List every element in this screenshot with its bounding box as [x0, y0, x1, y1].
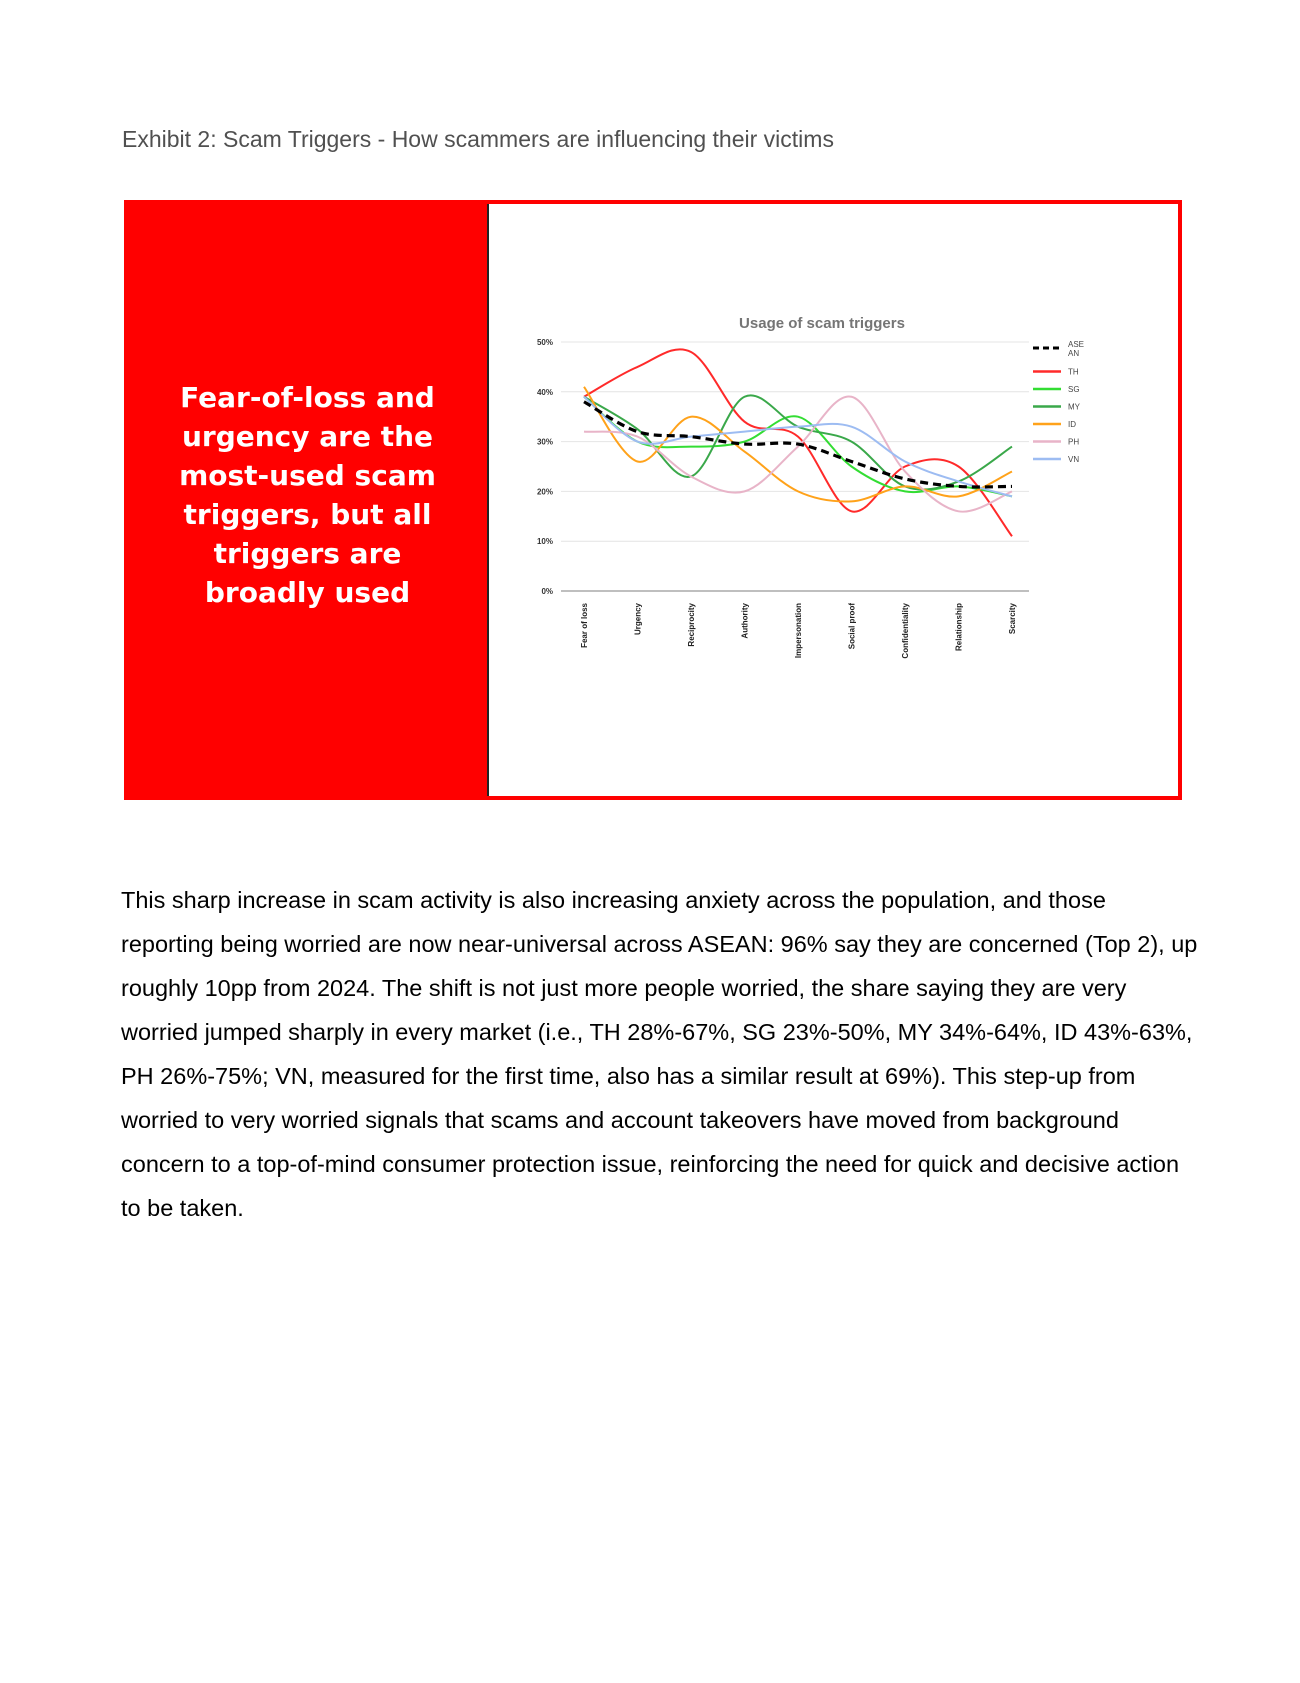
x-tick-label: Reciprocity	[687, 603, 696, 647]
x-tick-label: Social proof	[847, 603, 857, 650]
x-tick-label: Urgency	[633, 603, 643, 636]
body-paragraph	[121, 878, 1201, 1230]
series-line-ph	[584, 396, 1012, 511]
scam-triggers-chart	[489, 204, 1180, 796]
exhibit-caption: Exhibit 2: Scam Triggers - How scammers are influencing their victims	[122, 126, 834, 152]
x-tick-label: Relationship	[954, 603, 964, 652]
body-text: This sharp increase in scam activity is also increasing anxiety across the population, and those reporting being worried are now near-universal across ASEAN: 96% say they are concerned (Top 2), up roughly 10pp from 2024. The shift is not just more people worried, the share saying they are very worried jumped sharply in every market (i.e., TH 28%-67%, SG 23%-50%, MY 34%-64%, ID 43%-63%, PH 26%-75%; VN, measured for the first time, also has a similar result at 69%). This step-up from worried to very worried signals that scams and account takeovers have moved from background concern to a top-of-mind consumer protection issue, reinforcing the need for quick and decisive action to be taken.	[121, 887, 1198, 1221]
y-tick-label: 40%	[536, 387, 553, 397]
y-tick-label: 30%	[536, 437, 553, 447]
legend-label: PH	[1068, 437, 1080, 447]
x-tick-label: Confidentiality	[901, 603, 910, 659]
headline-text: Fear-of-loss and urgency are the most-used scam triggers, but all triggers are broadly used	[179, 381, 436, 609]
legend-label: SG	[1068, 385, 1080, 394]
y-tick-label: 0%	[541, 587, 553, 596]
exhibit-figure	[124, 200, 1182, 800]
y-tick-label: 10%	[536, 537, 553, 547]
x-tick-label: Authority	[740, 603, 750, 639]
legend-label: MY	[1068, 402, 1080, 412]
y-tick-label: 20%	[536, 487, 553, 497]
chart-title: Usage of scam triggers	[739, 315, 905, 332]
y-tick-label: 50%	[536, 338, 553, 347]
x-tick-label: Impersonation	[794, 603, 803, 659]
headline-panel	[128, 204, 487, 796]
chart-area	[487, 204, 1178, 796]
legend-label: ASE	[1068, 340, 1085, 349]
legend-label: TH	[1068, 367, 1079, 377]
legend-label: VN	[1068, 455, 1080, 464]
x-tick-label: Scarcity	[1008, 603, 1017, 635]
legend-label: ID	[1068, 420, 1076, 429]
x-tick-label: Fear of loss	[580, 603, 589, 648]
legend-label: AN	[1068, 349, 1080, 358]
